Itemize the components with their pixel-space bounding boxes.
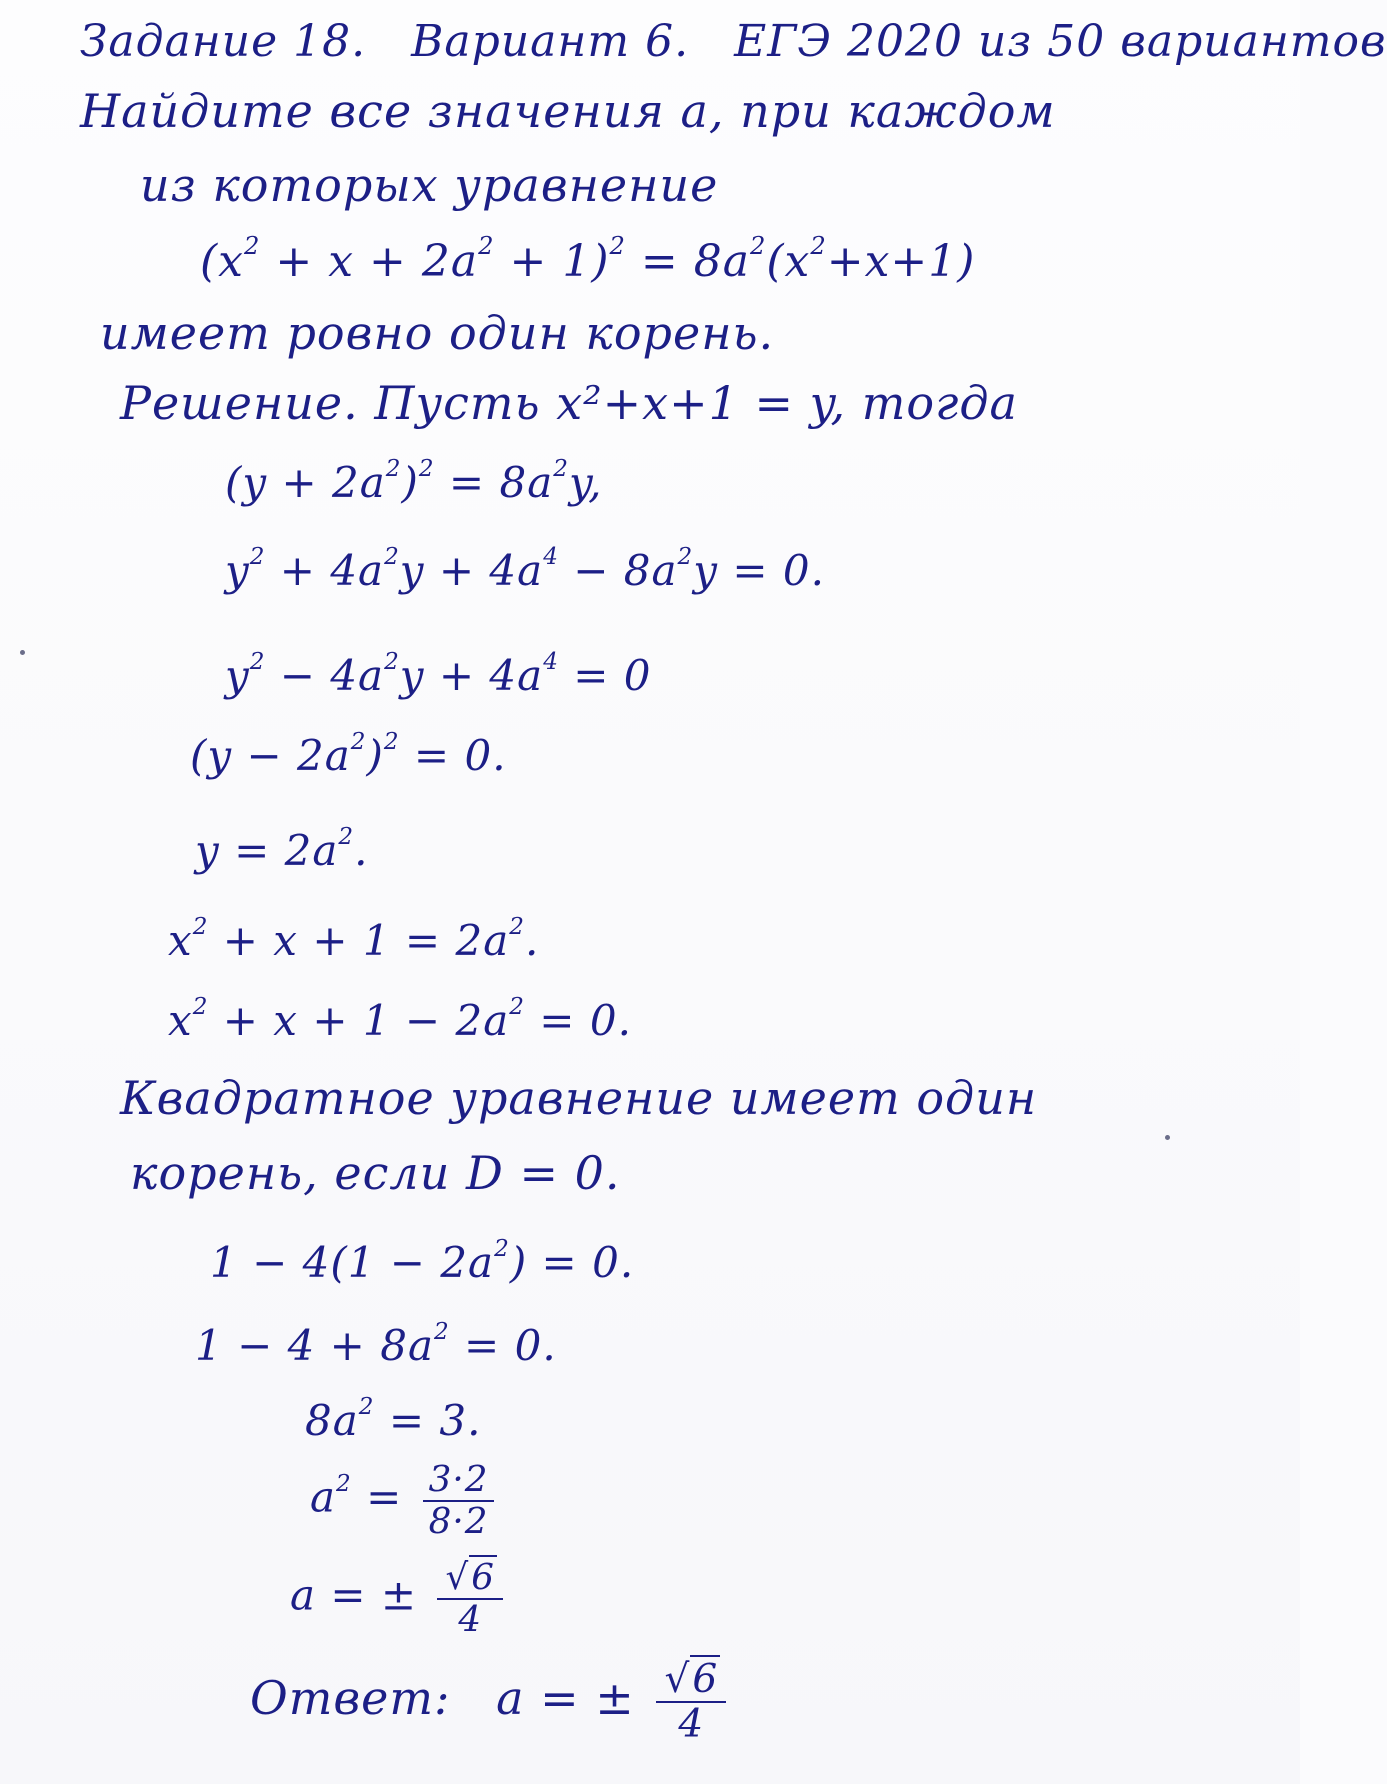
eq-substituted: $(y + 2a^2)^2 = 8a^2y$, (225, 456, 603, 507)
source-text: ЕГЭ 2020 из 50 вариантов (734, 16, 1387, 67)
given-equation: $(x^2 + x + 2a^2 + 1)^2 = 8a^2(x^2+x+1)$ (200, 232, 976, 287)
task-number: Задание 18. (80, 16, 367, 67)
answer-value: a = ± $\frac{√6}{4}$ (496, 1671, 726, 1725)
eq-8a-squared: $8a^2 = 3$. (305, 1394, 482, 1445)
discriminant-text-1: Квадратное уравнение имеет один (120, 1071, 1038, 1125)
eq-discriminant: $1 - 4(1 - 2a^2) = 0$. (210, 1236, 635, 1287)
answer-label: Ответ: (250, 1671, 451, 1726)
eq-simplified: $y^2 - 4a^2y + 4a^4 = 0$ (225, 649, 652, 700)
eq-a-value: a = ± $\frac{√6}{4}$ (290, 1560, 503, 1637)
answer-line (250, 1657, 726, 1748)
eq-back-substitution: $x^2 + x + 1 = 2a^2$. (168, 914, 540, 965)
eq-quadratic: $x^2 + x + 1 - 2a^2 = 0$. (168, 994, 632, 1045)
variant-number: Вариант 6. (411, 16, 690, 67)
eq-a-squared: $a^2$ = $\frac{3\cdot 2}{8\cdot 2}$ (310, 1462, 494, 1539)
eq-discriminant-expanded: $1 - 4 + 8a^2 = 0$. (195, 1319, 557, 1370)
solution-intro: Решение. Пусть x²+x+1 = y, тогда (120, 376, 1018, 430)
problem-line-1: Найдите все значения a, при каждом (80, 84, 1056, 138)
discriminant-text-2: корень, если D = 0. (130, 1146, 621, 1200)
eq-expanded: $y^2 + 4a^2y + 4a^4 - 8a^2y = 0$. (225, 544, 825, 595)
answer-fraction-sqrt6-over-4: $\frac{√6}{4}$ (656, 1660, 726, 1744)
header-line (80, 16, 1387, 67)
problem-line-4: имеет ровно один корень. (100, 306, 775, 360)
fraction-sqrt6-over-4: $\frac{√6}{4}$ (437, 1560, 502, 1637)
fraction-3x2-over-8x2: $\frac{3\cdot 2}{8\cdot 2}$ (423, 1462, 495, 1539)
scan-speck (20, 650, 25, 655)
problem-line-2: из которых уравнение (140, 158, 719, 212)
eq-square: $(y - 2a^2)^2 = 0$. (190, 729, 507, 780)
eq-y-value: $y = 2a^2$. (195, 824, 369, 875)
scan-speck (1165, 1135, 1170, 1140)
